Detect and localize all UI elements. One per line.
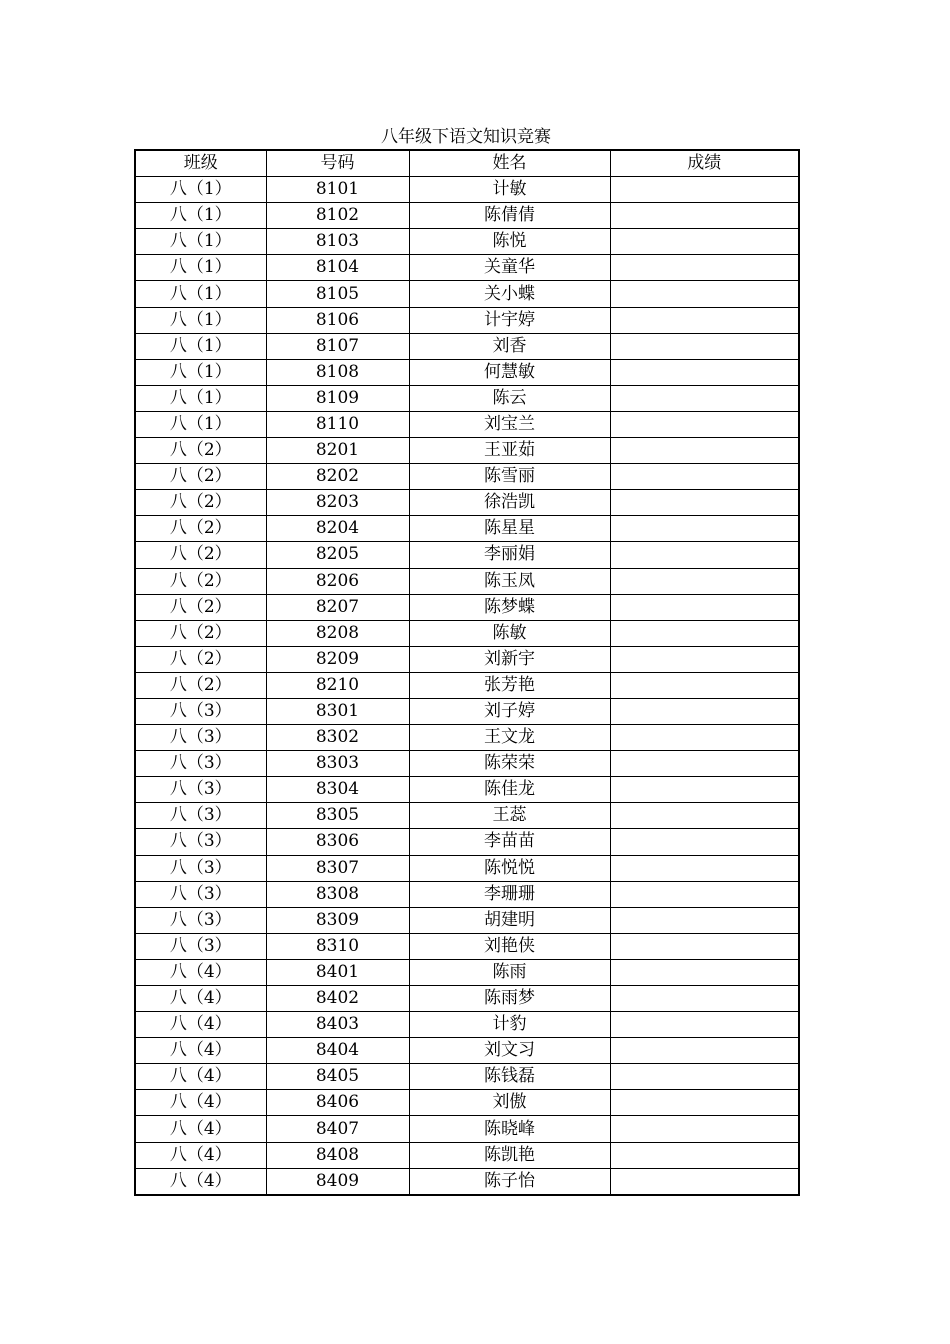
cell-class: 八（1） (135, 229, 266, 255)
cell-number: 8205 (266, 542, 409, 568)
cell-score[interactable] (610, 881, 799, 907)
cell-name: 陈凯艳 (409, 1142, 610, 1168)
cell-score[interactable] (610, 255, 799, 281)
cell-class: 八（1） (135, 411, 266, 437)
cell-name: 李珊珊 (409, 881, 610, 907)
cell-score[interactable] (610, 620, 799, 646)
table-row (135, 516, 799, 542)
cell-class: 八（2） (135, 568, 266, 594)
table-row (135, 959, 799, 985)
page-title: 八年级下语文知识竞赛 (381, 127, 551, 147)
table-row (135, 1168, 799, 1195)
cell-number: 8301 (266, 698, 409, 724)
cell-name: 王蕊 (409, 803, 610, 829)
cell-score[interactable] (610, 698, 799, 724)
header-class: 班级 (135, 150, 266, 177)
cell-score[interactable] (610, 803, 799, 829)
cell-score[interactable] (610, 907, 799, 933)
cell-name: 陈倩倩 (409, 203, 610, 229)
cell-score[interactable] (610, 646, 799, 672)
cell-name: 计豹 (409, 1012, 610, 1038)
cell-class: 八（2） (135, 516, 266, 542)
cell-class: 八（1） (135, 307, 266, 333)
cell-name: 陈佳龙 (409, 777, 610, 803)
cell-number: 8201 (266, 438, 409, 464)
cell-number: 8305 (266, 803, 409, 829)
cell-number: 8403 (266, 1012, 409, 1038)
cell-name: 计敏 (409, 177, 610, 203)
cell-number: 8208 (266, 620, 409, 646)
cell-score[interactable] (610, 725, 799, 751)
cell-score[interactable] (610, 1142, 799, 1168)
cell-number: 8407 (266, 1116, 409, 1142)
cell-name: 关童华 (409, 255, 610, 281)
cell-number: 8307 (266, 855, 409, 881)
cell-score[interactable] (610, 411, 799, 437)
cell-number: 8406 (266, 1090, 409, 1116)
table-row (135, 855, 799, 881)
cell-class: 八（3） (135, 803, 266, 829)
cell-score[interactable] (610, 490, 799, 516)
cell-name: 陈晓峰 (409, 1116, 610, 1142)
table-row (135, 411, 799, 437)
cell-score[interactable] (610, 464, 799, 490)
table-row (135, 464, 799, 490)
cell-score[interactable] (610, 568, 799, 594)
cell-class: 八（4） (135, 959, 266, 985)
cell-name: 徐浩凯 (409, 490, 610, 516)
cell-class: 八（3） (135, 933, 266, 959)
cell-class: 八（2） (135, 672, 266, 698)
cell-name: 陈玉凤 (409, 568, 610, 594)
cell-score[interactable] (610, 672, 799, 698)
cell-class: 八（4） (135, 986, 266, 1012)
cell-number: 8202 (266, 464, 409, 490)
cell-number: 8203 (266, 490, 409, 516)
cell-class: 八（4） (135, 1038, 266, 1064)
cell-score[interactable] (610, 359, 799, 385)
cell-number: 8408 (266, 1142, 409, 1168)
cell-name: 陈雨梦 (409, 986, 610, 1012)
cell-name: 陈云 (409, 385, 610, 411)
table-row (135, 594, 799, 620)
cell-class: 八（3） (135, 907, 266, 933)
table-row (135, 751, 799, 777)
table-row (135, 1038, 799, 1064)
table-row (135, 229, 799, 255)
cell-number: 8108 (266, 359, 409, 385)
cell-number: 8308 (266, 881, 409, 907)
cell-class: 八（2） (135, 646, 266, 672)
cell-score[interactable] (610, 1090, 799, 1116)
cell-score[interactable] (610, 986, 799, 1012)
table-row (135, 281, 799, 307)
cell-number: 8105 (266, 281, 409, 307)
cell-class: 八（4） (135, 1168, 266, 1195)
cell-name: 陈雨 (409, 959, 610, 985)
cell-name: 关小蝶 (409, 281, 610, 307)
cell-name: 陈钱磊 (409, 1064, 610, 1090)
table-row (135, 698, 799, 724)
cell-name: 胡建明 (409, 907, 610, 933)
cell-name: 陈悦 (409, 229, 610, 255)
cell-name: 计宇婷 (409, 307, 610, 333)
table-header-row (135, 150, 799, 177)
table-row (135, 933, 799, 959)
cell-class: 八（3） (135, 829, 266, 855)
cell-class: 八（4） (135, 1064, 266, 1090)
cell-class: 八（4） (135, 1142, 266, 1168)
table-row (135, 359, 799, 385)
cell-number: 8210 (266, 672, 409, 698)
cell-number: 8402 (266, 986, 409, 1012)
cell-number: 8206 (266, 568, 409, 594)
cell-score[interactable] (610, 1116, 799, 1142)
cell-number: 8401 (266, 959, 409, 985)
cell-class: 八（1） (135, 177, 266, 203)
table-row (135, 1090, 799, 1116)
cell-name: 刘香 (409, 333, 610, 359)
cell-name: 陈子怡 (409, 1168, 610, 1195)
cell-score[interactable] (610, 777, 799, 803)
cell-number: 8107 (266, 333, 409, 359)
table-row (135, 307, 799, 333)
cell-score[interactable] (610, 542, 799, 568)
table-row (135, 490, 799, 516)
cell-score[interactable] (610, 177, 799, 203)
cell-score[interactable] (610, 751, 799, 777)
cell-number: 8109 (266, 385, 409, 411)
cell-class: 八（4） (135, 1116, 266, 1142)
cell-class: 八（2） (135, 438, 266, 464)
cell-number: 8306 (266, 829, 409, 855)
cell-name: 王文龙 (409, 725, 610, 751)
table-body (135, 177, 799, 1195)
cell-name: 李丽娟 (409, 542, 610, 568)
table-row (135, 177, 799, 203)
cell-name: 陈敏 (409, 620, 610, 646)
table-row (135, 829, 799, 855)
cell-number: 8309 (266, 907, 409, 933)
header-number: 号码 (266, 150, 409, 177)
cell-class: 八（4） (135, 1012, 266, 1038)
cell-class: 八（2） (135, 542, 266, 568)
table-row (135, 881, 799, 907)
cell-class: 八（1） (135, 359, 266, 385)
cell-name: 陈雪丽 (409, 464, 610, 490)
cell-class: 八（2） (135, 594, 266, 620)
cell-score[interactable] (610, 281, 799, 307)
cell-name: 刘宝兰 (409, 411, 610, 437)
cell-class: 八（1） (135, 333, 266, 359)
cell-score[interactable] (610, 594, 799, 620)
cell-name: 刘子婷 (409, 698, 610, 724)
cell-name: 李苗苗 (409, 829, 610, 855)
cell-name: 刘傲 (409, 1090, 610, 1116)
cell-score[interactable] (610, 229, 799, 255)
cell-number: 8106 (266, 307, 409, 333)
table-row (135, 777, 799, 803)
cell-class: 八（2） (135, 490, 266, 516)
cell-class: 八（3） (135, 777, 266, 803)
header-name: 姓名 (409, 150, 610, 177)
cell-number: 8310 (266, 933, 409, 959)
cell-class: 八（3） (135, 855, 266, 881)
cell-number: 8209 (266, 646, 409, 672)
cell-class: 八（3） (135, 725, 266, 751)
cell-class: 八（1） (135, 281, 266, 307)
cell-score[interactable] (610, 829, 799, 855)
cell-number: 8103 (266, 229, 409, 255)
cell-name: 刘文习 (409, 1038, 610, 1064)
table-row (135, 1064, 799, 1090)
cell-name: 陈悦悦 (409, 855, 610, 881)
cell-number: 8404 (266, 1038, 409, 1064)
cell-class: 八（3） (135, 698, 266, 724)
table-row (135, 725, 799, 751)
cell-score[interactable] (610, 1168, 799, 1195)
cell-class: 八（1） (135, 203, 266, 229)
cell-score[interactable] (610, 933, 799, 959)
table-row (135, 542, 799, 568)
cell-name: 王亚茹 (409, 438, 610, 464)
cell-number: 8304 (266, 777, 409, 803)
cell-name: 张芳艳 (409, 672, 610, 698)
cell-number: 8102 (266, 203, 409, 229)
cell-score[interactable] (610, 333, 799, 359)
cell-class: 八（1） (135, 385, 266, 411)
table-row (135, 646, 799, 672)
cell-score[interactable] (610, 307, 799, 333)
table-row (135, 803, 799, 829)
cell-score[interactable] (610, 1012, 799, 1038)
table-row (135, 1116, 799, 1142)
table-row (135, 986, 799, 1012)
cell-score[interactable] (610, 203, 799, 229)
cell-class: 八（1） (135, 255, 266, 281)
cell-number: 8101 (266, 177, 409, 203)
cell-number: 8302 (266, 725, 409, 751)
table-row (135, 255, 799, 281)
cell-score[interactable] (610, 385, 799, 411)
table-row (135, 907, 799, 933)
table-row (135, 333, 799, 359)
cell-number: 8405 (266, 1064, 409, 1090)
table-row (135, 385, 799, 411)
cell-class: 八（3） (135, 751, 266, 777)
cell-number: 8104 (266, 255, 409, 281)
cell-name: 陈星星 (409, 516, 610, 542)
header-score: 成绩 (610, 150, 799, 177)
cell-class: 八（2） (135, 620, 266, 646)
cell-number: 8110 (266, 411, 409, 437)
cell-number: 8303 (266, 751, 409, 777)
cell-class: 八（4） (135, 1090, 266, 1116)
cell-number: 8409 (266, 1168, 409, 1195)
table-row (135, 1012, 799, 1038)
table-row (135, 568, 799, 594)
cell-score[interactable] (610, 959, 799, 985)
cell-score[interactable] (610, 1038, 799, 1064)
cell-score[interactable] (610, 516, 799, 542)
cell-class: 八（2） (135, 464, 266, 490)
cell-class: 八（3） (135, 881, 266, 907)
table-row (135, 672, 799, 698)
table-row (135, 438, 799, 464)
cell-score[interactable] (610, 438, 799, 464)
cell-name: 陈荣荣 (409, 751, 610, 777)
cell-name: 何慧敏 (409, 359, 610, 385)
cell-name: 陈梦蝶 (409, 594, 610, 620)
cell-number: 8207 (266, 594, 409, 620)
cell-number: 8204 (266, 516, 409, 542)
table-row (135, 1142, 799, 1168)
cell-score[interactable] (610, 855, 799, 881)
cell-score[interactable] (610, 1064, 799, 1090)
table-row (135, 620, 799, 646)
roster-table (134, 149, 800, 1196)
cell-name: 刘艳侠 (409, 933, 610, 959)
table-row (135, 203, 799, 229)
cell-name: 刘新宇 (409, 646, 610, 672)
